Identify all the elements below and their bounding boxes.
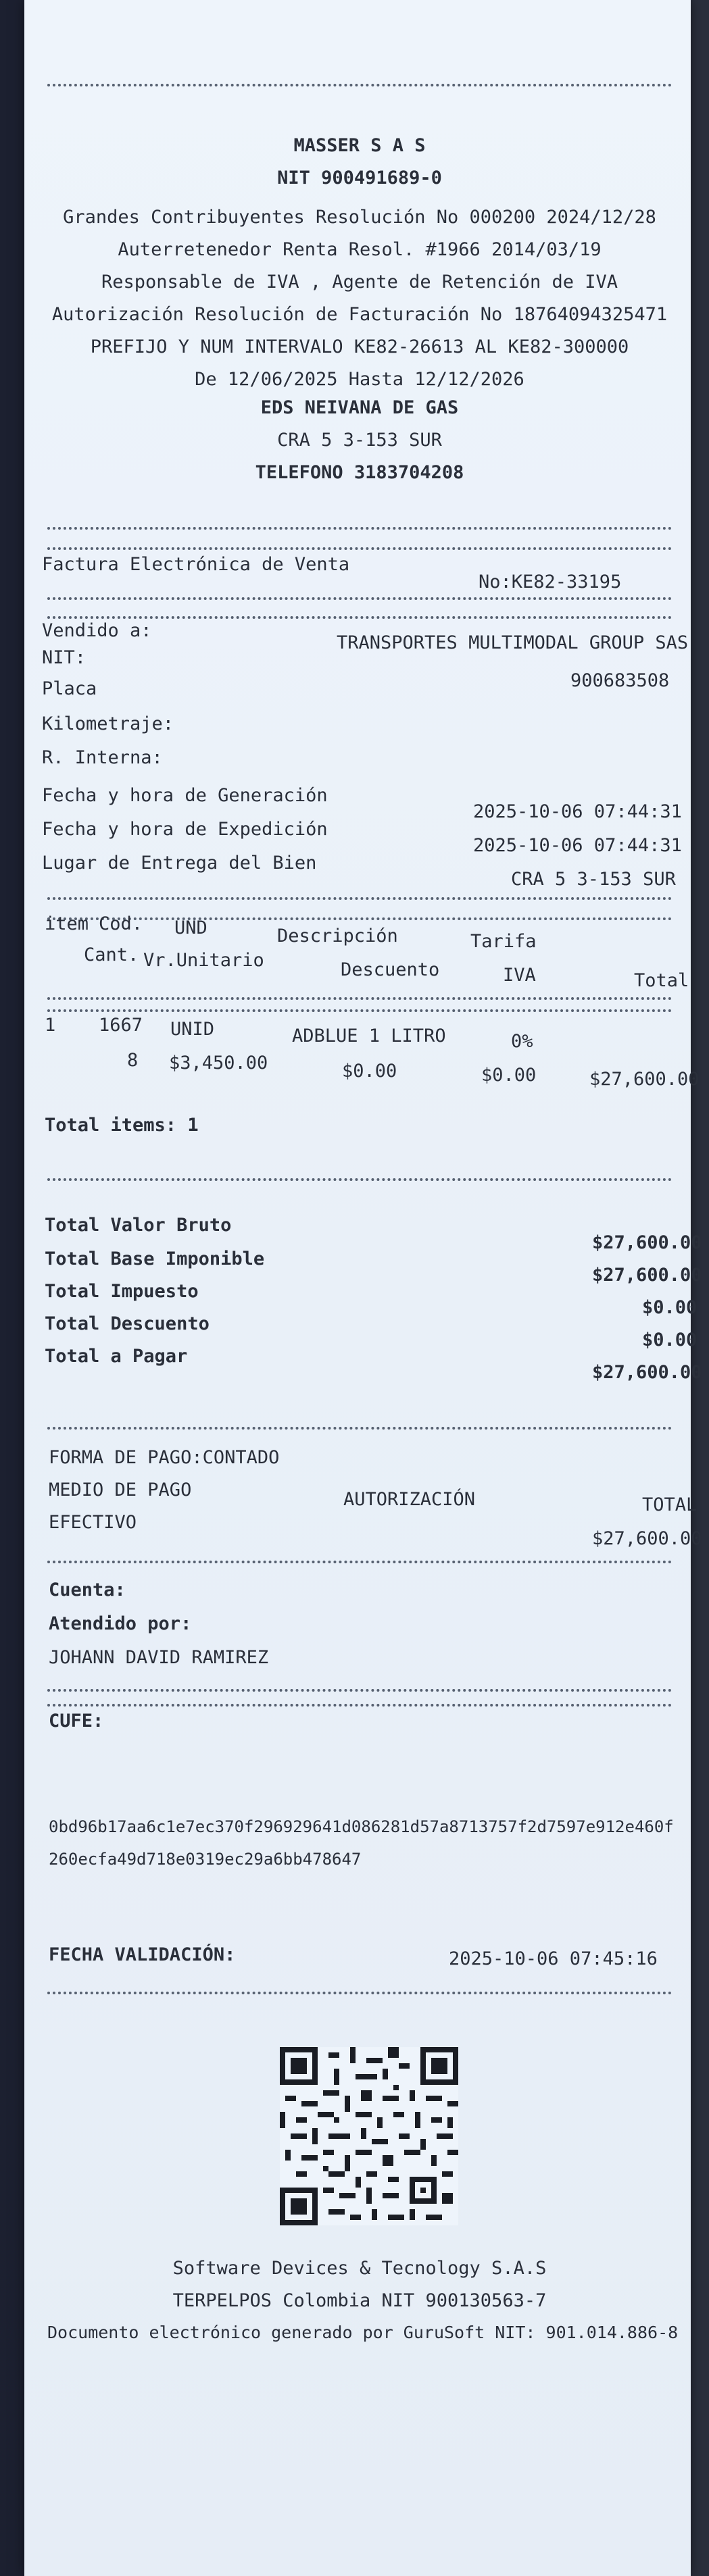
cufe-line-2: 260ecfa49d718e0319ec29a6bb478647 <box>49 1850 362 1869</box>
header-line-4: Autorización Resolución de Facturación No 18764094325471 <box>51 304 668 325</box>
total-descuento-value: $0.00 <box>642 1330 698 1350</box>
col-descripcion: Descripción <box>277 926 398 946</box>
header-line-6: De 12/06/2025 Hasta 12/12/2026 <box>195 369 524 390</box>
attended-by-label: Atendido por: <box>49 1613 192 1634</box>
plate-label: Placa <box>42 678 97 699</box>
nit-label: NIT: <box>42 647 87 668</box>
total-bruto-value: $27,600.00 <box>592 1232 702 1253</box>
total-bruto-label: Total Valor Bruto <box>45 1215 232 1236</box>
sold-to-label: Vendido a: <box>42 620 152 641</box>
item-vr-unitario: $3,450.00 <box>169 1053 268 1074</box>
station-address: CRA 5 3-153 SUR <box>277 430 442 451</box>
col-vr-unitario: Vr.Unitario <box>143 950 264 971</box>
company-name: MASSER S A S <box>293 135 426 156</box>
nit-value: 900683508 <box>570 670 670 691</box>
header-line-3: Responsable de IVA , Agente de Retención de IVA <box>101 272 618 293</box>
divider <box>47 1992 672 1994</box>
divider <box>47 1689 672 1692</box>
divider <box>47 597 672 600</box>
total-impuesto-label: Total Impuesto <box>45 1281 199 1302</box>
payment-medium-label: MEDIO DE PAGO <box>49 1480 192 1500</box>
sold-to-value: TRANSPORTES MULTIMODAL GROUP SAS <box>337 632 689 653</box>
footer-line-1: Software Devices & Tecnology S.A.S <box>172 2258 547 2279</box>
divider <box>47 1009 672 1012</box>
item-total: $27,600.00 <box>589 1069 700 1090</box>
item-iva: $0.00 <box>481 1065 537 1086</box>
total-descuento-label: Total Descuento <box>45 1313 210 1334</box>
divider <box>47 1561 672 1563</box>
background-left <box>0 0 27 2576</box>
item-cod: 1667 <box>99 1015 143 1036</box>
col-total: Total <box>634 970 689 991</box>
header-line-1: Grandes Contribuyentes Resolución No 000200 2024/12/28 <box>63 207 656 228</box>
expedition-label: Fecha y hora de Expedición <box>42 819 328 840</box>
invoice-type: Factura Electrónica de Venta <box>42 554 350 575</box>
item-cant: 8 <box>127 1050 139 1071</box>
attended-by-value: JOHANN DAVID RAMIREZ <box>49 1647 269 1668</box>
col-iva: IVA <box>503 965 536 986</box>
invoice-number: No:KE82-33195 <box>479 572 622 592</box>
total-impuesto-value: $0.00 <box>642 1297 698 1318</box>
generation-value: 2025-10-06 07:44:31 <box>473 801 682 822</box>
divider <box>47 616 672 619</box>
divider <box>47 527 672 530</box>
total-base-value: $27,600.00 <box>592 1265 702 1286</box>
receipt-paper <box>24 0 702 2576</box>
divider <box>47 1704 672 1707</box>
divider <box>47 547 672 550</box>
divider <box>47 84 672 86</box>
station-phone: TELEFONO 3183704208 <box>255 462 464 483</box>
total-base-label: Total Base Imponible <box>45 1248 265 1269</box>
col-item: item <box>45 913 89 934</box>
col-descuento: Descuento <box>341 959 440 980</box>
payment-medium-value: EFECTIVO <box>49 1512 137 1533</box>
payment-total-value: $27,600.00 <box>592 1528 702 1549</box>
footer-line-2: TERPELPOS Colombia NIT 900130563-7 <box>172 2290 547 2311</box>
col-cod: Cod. <box>99 913 143 934</box>
col-tarifa: Tarifa <box>470 931 537 952</box>
item-descuento: $0.00 <box>342 1061 397 1082</box>
header-line-5: PREFIJO Y NUM INTERVALO KE82-26613 AL KE82-300000 <box>90 336 629 357</box>
divider <box>47 1427 672 1430</box>
station-name: EDS NEIVANA DE GAS <box>260 397 459 418</box>
divider <box>47 897 672 900</box>
company-nit: NIT 900491689-0 <box>277 168 442 188</box>
item-tarifa: 0% <box>511 1031 533 1052</box>
item-number: 1 <box>45 1015 56 1036</box>
col-cant: Cant. <box>84 944 139 965</box>
km-label: Kilometraje: <box>42 713 174 734</box>
qr-code <box>280 2047 458 2225</box>
validation-value: 2025-10-06 07:45:16 <box>449 1948 658 1969</box>
total-pagar-label: Total a Pagar <box>45 1346 188 1367</box>
account-label: Cuenta: <box>49 1580 126 1600</box>
divider <box>47 1178 672 1181</box>
total-items: Total items: 1 <box>45 1115 199 1136</box>
item-descripcion: ADBLUE 1 LITRO <box>292 1026 446 1046</box>
internal-label: R. Interna: <box>42 747 163 768</box>
payment-authorization-label: AUTORIZACIÓN <box>343 1489 476 1510</box>
total-pagar-value: $27,600.00 <box>592 1362 702 1383</box>
footer-line-3: Documento electrónico generado por GuruSoft NIT: 901.014.886-8 <box>47 2323 679 2342</box>
generation-label: Fecha y hora de Generación <box>42 785 328 806</box>
cufe-label: CUFE: <box>49 1711 104 1732</box>
divider <box>47 997 672 1000</box>
expedition-value: 2025-10-06 07:44:31 <box>473 835 682 856</box>
header-line-2: Auterretenedor Renta Resol. #1966 2014/03/19 <box>118 239 602 260</box>
validation-label: FECHA VALIDACIÓN: <box>49 1944 236 1965</box>
payment-form: FORMA DE PAGO:CONTADO <box>49 1447 280 1468</box>
payment-total-label: TOTAL <box>642 1494 698 1515</box>
delivery-value: CRA 5 3-153 SUR <box>511 869 676 890</box>
background-right <box>689 0 709 2576</box>
delivery-label: Lugar de Entrega del Bien <box>42 853 317 874</box>
col-und: UND <box>174 917 207 938</box>
cufe-line-1: 0bd96b17aa6c1e7ec370f296929641d086281d57a8713757f2d7597e912e460f <box>49 1817 674 1836</box>
item-und: UNID <box>170 1019 215 1040</box>
